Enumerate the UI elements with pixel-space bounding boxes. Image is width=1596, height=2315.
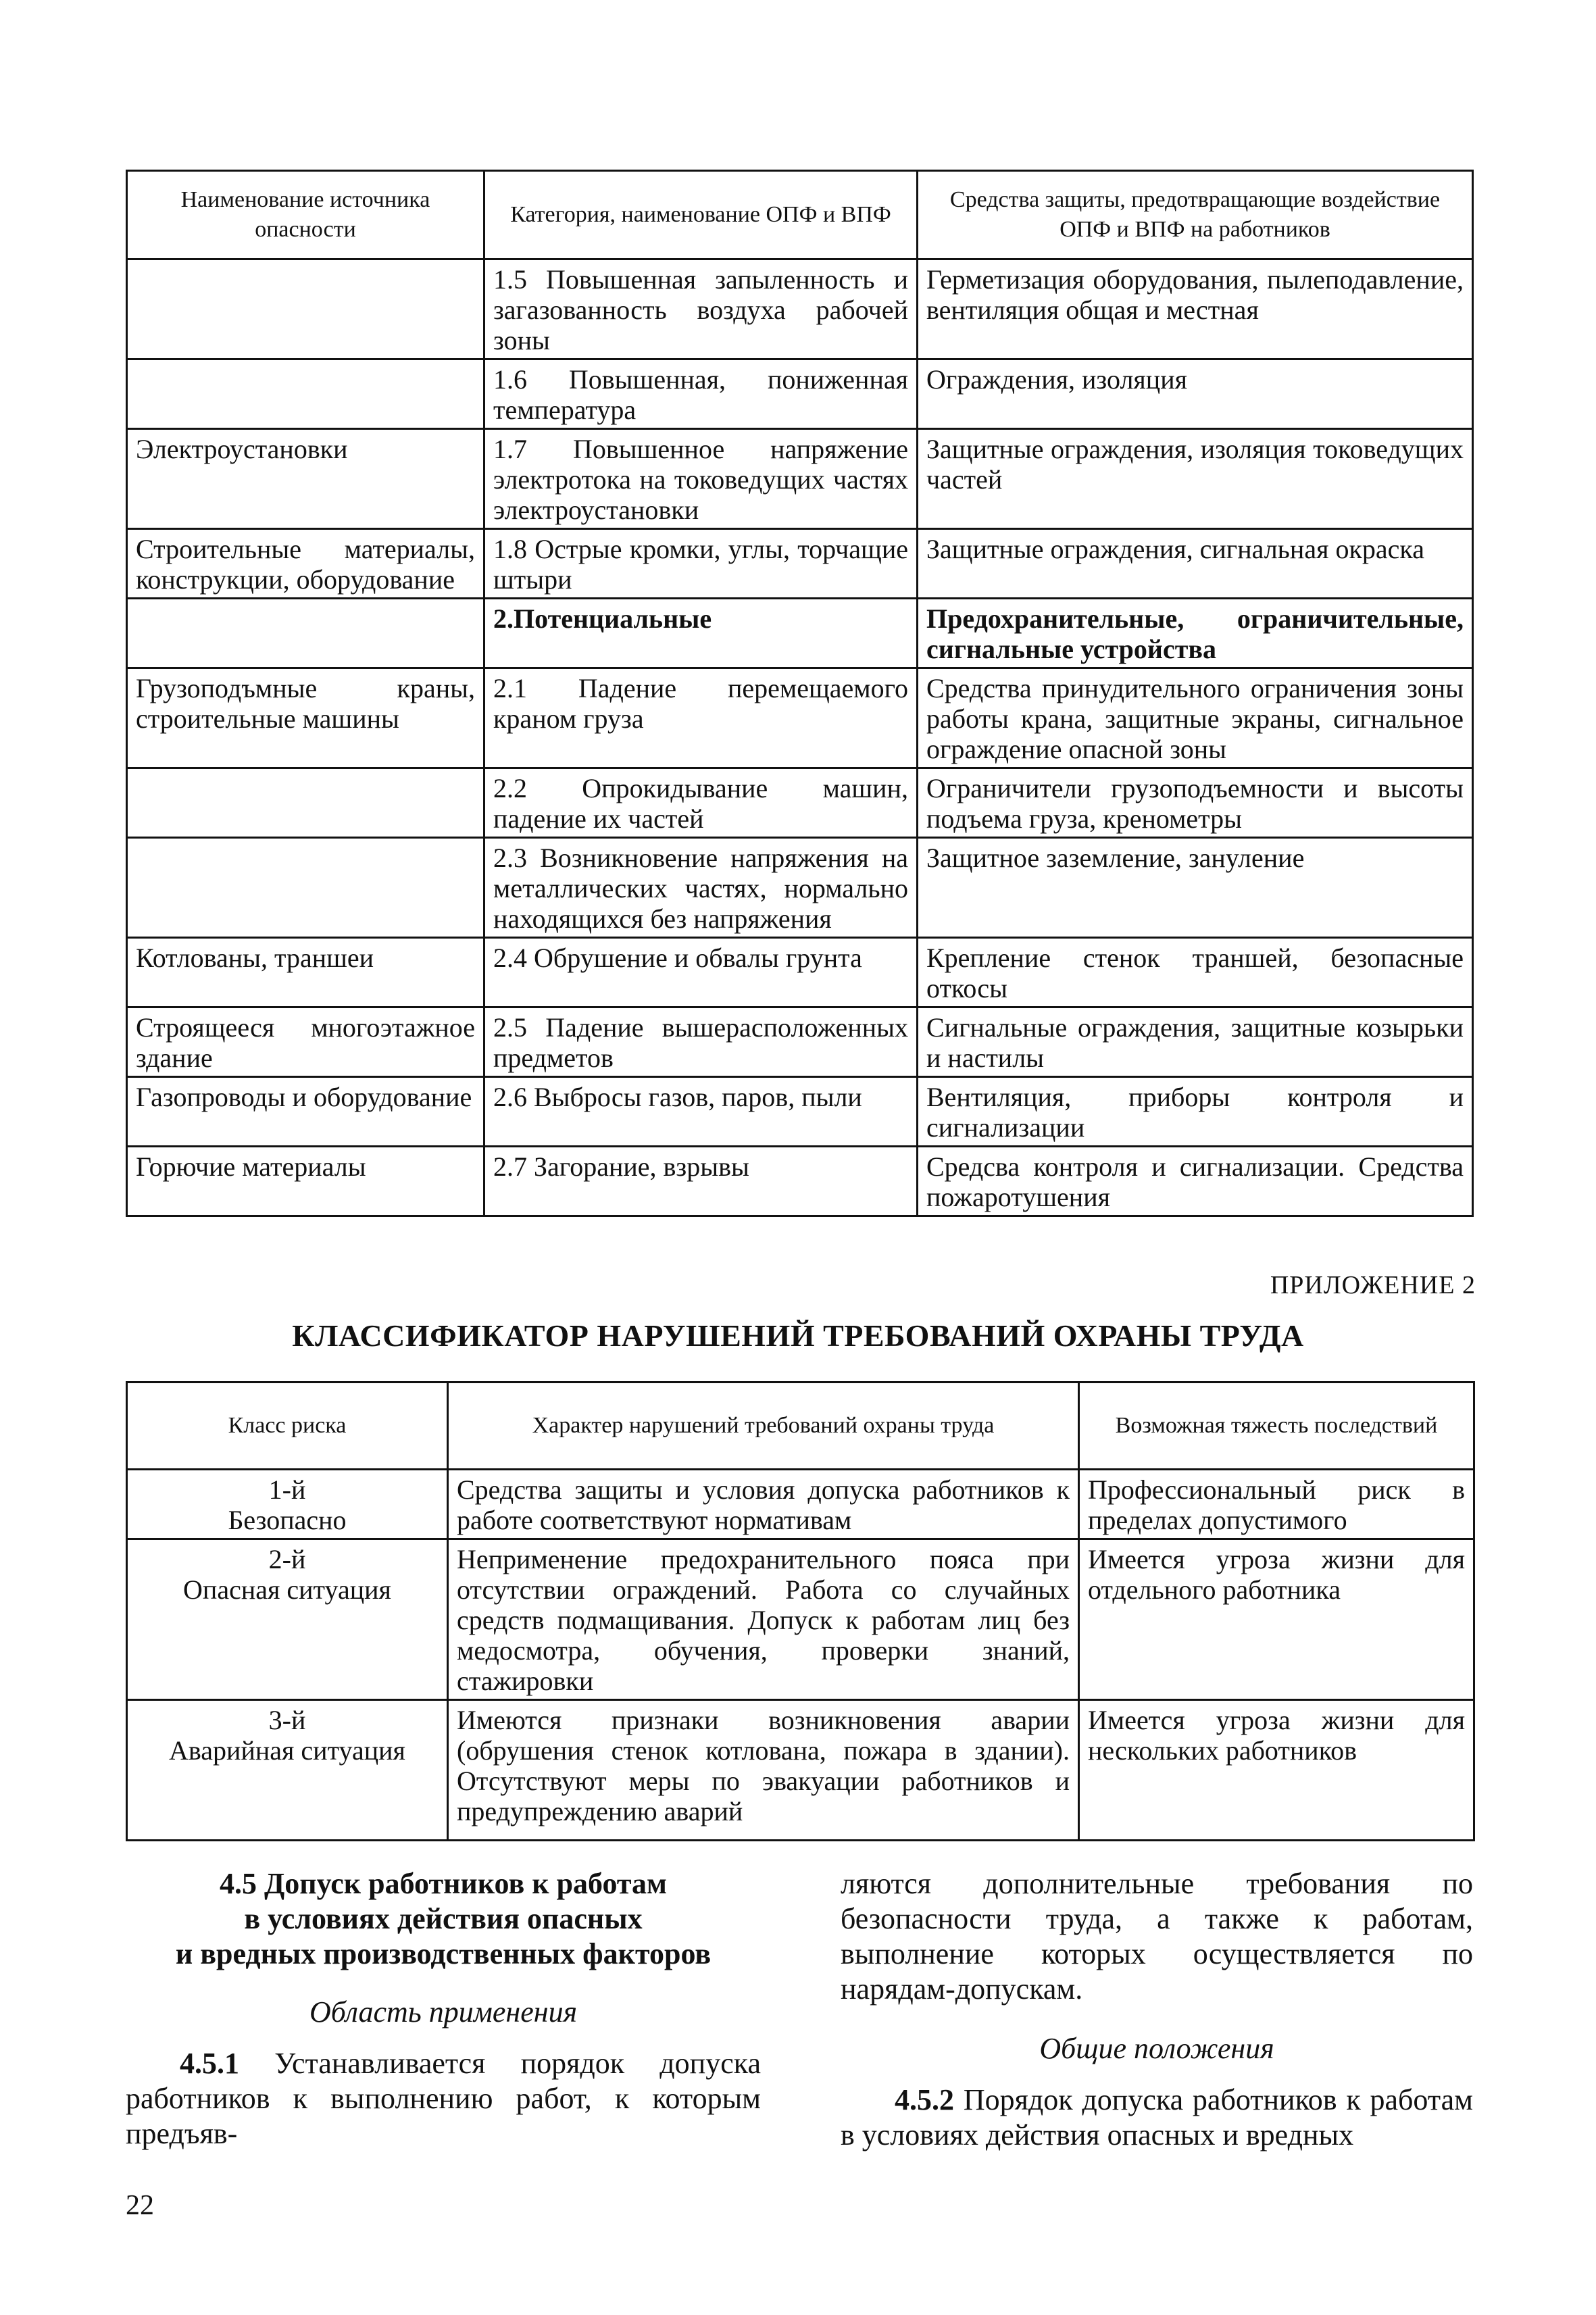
cell-protection: Защитное заземление, зануление — [918, 838, 1473, 938]
risk-classifier-table — [126, 1381, 1475, 1841]
table-row — [127, 1470, 1474, 1539]
cell-protection: Средства принудительного ограничения зоны работы крана, защитные экраны, сигнальное ограждение опасной зоны — [918, 668, 1473, 768]
cell-factor: 2.5 Падение вышерасположенных предметов — [484, 1007, 918, 1077]
cell-factor: 2.6 Выбросы газов, паров, пыли — [484, 1077, 918, 1147]
table-row — [127, 938, 1473, 1007]
section-heading-line: 4.5 Допуск работников к работам — [220, 1867, 667, 1900]
cell-protection: Герметизация оборудования, пылеподавление, вентиляция общая и местная — [918, 259, 1473, 359]
cell-violation: Неприменение предохранительного пояса при отсутствии ограждений. Работа со случайных средств подмащивания. Допуск к работам лиц без медосмотра, обучения, проверки знаний, стажировки — [448, 1539, 1079, 1700]
risk-class-name: Аварийная ситуация — [169, 1735, 405, 1766]
cell-risk-class — [127, 1470, 448, 1539]
cell-factor: 1.8 Острые кромки, углы, торчащие штыри — [484, 529, 918, 599]
cell-source — [127, 259, 484, 359]
header-violation-nature: Характер нарушений требований охраны труда — [448, 1383, 1079, 1470]
cell-factor: 1.6 Повышенная, пониженная температура — [484, 359, 918, 429]
table-row — [127, 359, 1473, 429]
paragraph-4-5-2 — [841, 2083, 1473, 2153]
cell-source: Электроустановки — [127, 429, 484, 529]
cell-source: Строящееся многоэтажное здание — [127, 1007, 484, 1077]
header-factor-category: Категория, наименование ОПФ и ВПФ — [484, 171, 918, 259]
header-hazard-source: Наименование источника опасности — [127, 171, 484, 259]
cell-protection: Защитные ограждения, изоляция токоведущих частей — [918, 429, 1473, 529]
cell-violation: Средства защиты и условия допуска работников к работе соответствуют нормативам — [448, 1470, 1079, 1539]
paragraph-4-5-1 — [126, 2046, 761, 2151]
cell-source: Горючие материалы — [127, 1147, 484, 1216]
risk-class-number: 3-й — [268, 1705, 306, 1735]
cell-protection: Крепление стенок траншей, безопасные откосы — [918, 938, 1473, 1007]
paragraph-number: 4.5.1 — [180, 2047, 239, 2080]
cell-source — [127, 768, 484, 838]
cell-source: Котлованы, траншеи — [127, 938, 484, 1007]
header-risk-class: Класс риска — [127, 1383, 448, 1470]
cell-factor: 1.5 Повышенная запыленность и загазованность воздуха рабочей зоны — [484, 259, 918, 359]
section-heading-line: и вредных производственных факторов — [175, 1937, 712, 1970]
cell-protection: Защитные ограждения, сигнальная окраска — [918, 529, 1473, 599]
table-row — [127, 259, 1473, 359]
cell-factor: 2.2 Опрокидывание машин, падение их частей — [484, 768, 918, 838]
cell-protection: Ограничители грузоподъемности и высоты подъема груза, кренометры — [918, 768, 1473, 838]
cell-source: Газопроводы и оборудование — [127, 1077, 484, 1147]
cell-protection: Сигнальные ограждения, защитные козырьки и настилы — [918, 1007, 1473, 1077]
table-row — [127, 1700, 1474, 1841]
table-row — [127, 1077, 1473, 1147]
cell-violation: Имеются признаки возникновения аварии (обрушения стенок котлована, пожара в здании). Отсутствуют меры по эвакуации работников и предупреждению аварий — [448, 1700, 1079, 1841]
header-protection-means: Средства защиты, предотвращающие воздействие ОПФ и ВПФ на работников — [918, 171, 1473, 259]
cell-factor: 2.4 Обрушение и обвалы грунта — [484, 938, 918, 1007]
cell-protection-group-heading: Предохранительные, ограничительные, сигнальные устройства — [918, 599, 1473, 668]
cell-source — [127, 359, 484, 429]
section-heading — [126, 1866, 761, 1972]
risk-class-name: Опасная ситуация — [183, 1574, 391, 1605]
cell-factor: 2.3 Возникновение напряжения на металлических частях, нормально находящихся без напряжения — [484, 838, 918, 938]
cell-protection: Средсва контроля и сигнализации. Средства пожаротушения — [918, 1147, 1473, 1216]
table-row — [127, 668, 1473, 768]
cell-consequence: Имеется угроза жизни для отдельного работника — [1079, 1539, 1474, 1700]
header-consequence-severity: Возможная тяжесть последствий — [1079, 1383, 1474, 1470]
page-number: 22 — [126, 2190, 154, 2221]
risk-class-number: 2-й — [268, 1544, 306, 1574]
cell-factor: 2.7 Загорание, взрывы — [484, 1147, 918, 1216]
classifier-title: КЛАССИФИКАТОР НАРУШЕНИЙ ТРЕБОВАНИЙ ОХРАНЫ ТРУДА — [292, 1318, 1304, 1353]
table-header-row — [127, 171, 1473, 259]
cell-factor-group-heading: 2.Потенциальные — [484, 599, 918, 668]
paragraph-text: Порядок допуска работников к работам в условиях действия опасных и вредных — [841, 2083, 1473, 2151]
subheading-general: Общие положения — [1039, 2032, 1274, 2065]
cell-factor: 2.1 Падение перемещаемого краном груза — [484, 668, 918, 768]
cell-consequence: Имеется угроза жизни для нескольких работников — [1079, 1700, 1474, 1841]
cell-source — [127, 838, 484, 938]
right-text-column — [841, 1866, 1473, 2153]
paragraph-number: 4.5.2 — [895, 2083, 954, 2116]
table-header-row — [127, 1383, 1474, 1470]
cell-protection: Ограждения, изоляция — [918, 359, 1473, 429]
cell-source: Грузоподъмные краны, строительные машины — [127, 668, 484, 768]
paragraph-text: Устанавливается порядок допуска работников к выполнению работ, к которым предъяв- — [126, 2047, 761, 2150]
table-row — [127, 599, 1473, 668]
cell-risk-class — [127, 1539, 448, 1700]
table-row — [127, 429, 1473, 529]
risk-class-name: Безопасно — [228, 1505, 347, 1535]
table-row — [127, 1539, 1474, 1700]
table-row — [127, 529, 1473, 599]
cell-risk-class — [127, 1700, 448, 1841]
table-row — [127, 1007, 1473, 1077]
paragraph-continuation: ляются дополнительные требования по безопасности труда, а также к работам, выполнение которых осуществляется по нарядам-допускам. — [841, 1867, 1473, 2006]
appendix-label: ПРИЛОЖЕНИЕ 2 — [1270, 1271, 1476, 1299]
cell-source — [127, 599, 484, 668]
cell-source: Строительные материалы, конструкции, оборудование — [127, 529, 484, 599]
table-row — [127, 1147, 1473, 1216]
left-text-column — [126, 1866, 761, 2151]
risk-class-number: 1-й — [268, 1474, 306, 1505]
subheading-scope: Область применения — [309, 1995, 578, 2028]
cell-consequence: Профессиональный риск в пределах допустимого — [1079, 1470, 1474, 1539]
table-row — [127, 838, 1473, 938]
cell-factor: 1.7 Повышенное напряжение электротока на токоведущих частях электроустановки — [484, 429, 918, 529]
hazard-protection-table — [126, 170, 1474, 1217]
cell-protection: Вентиляция, приборы контроля и сигнализации — [918, 1077, 1473, 1147]
section-heading-line: в условиях действия опасных — [244, 1902, 643, 1935]
table-row — [127, 768, 1473, 838]
